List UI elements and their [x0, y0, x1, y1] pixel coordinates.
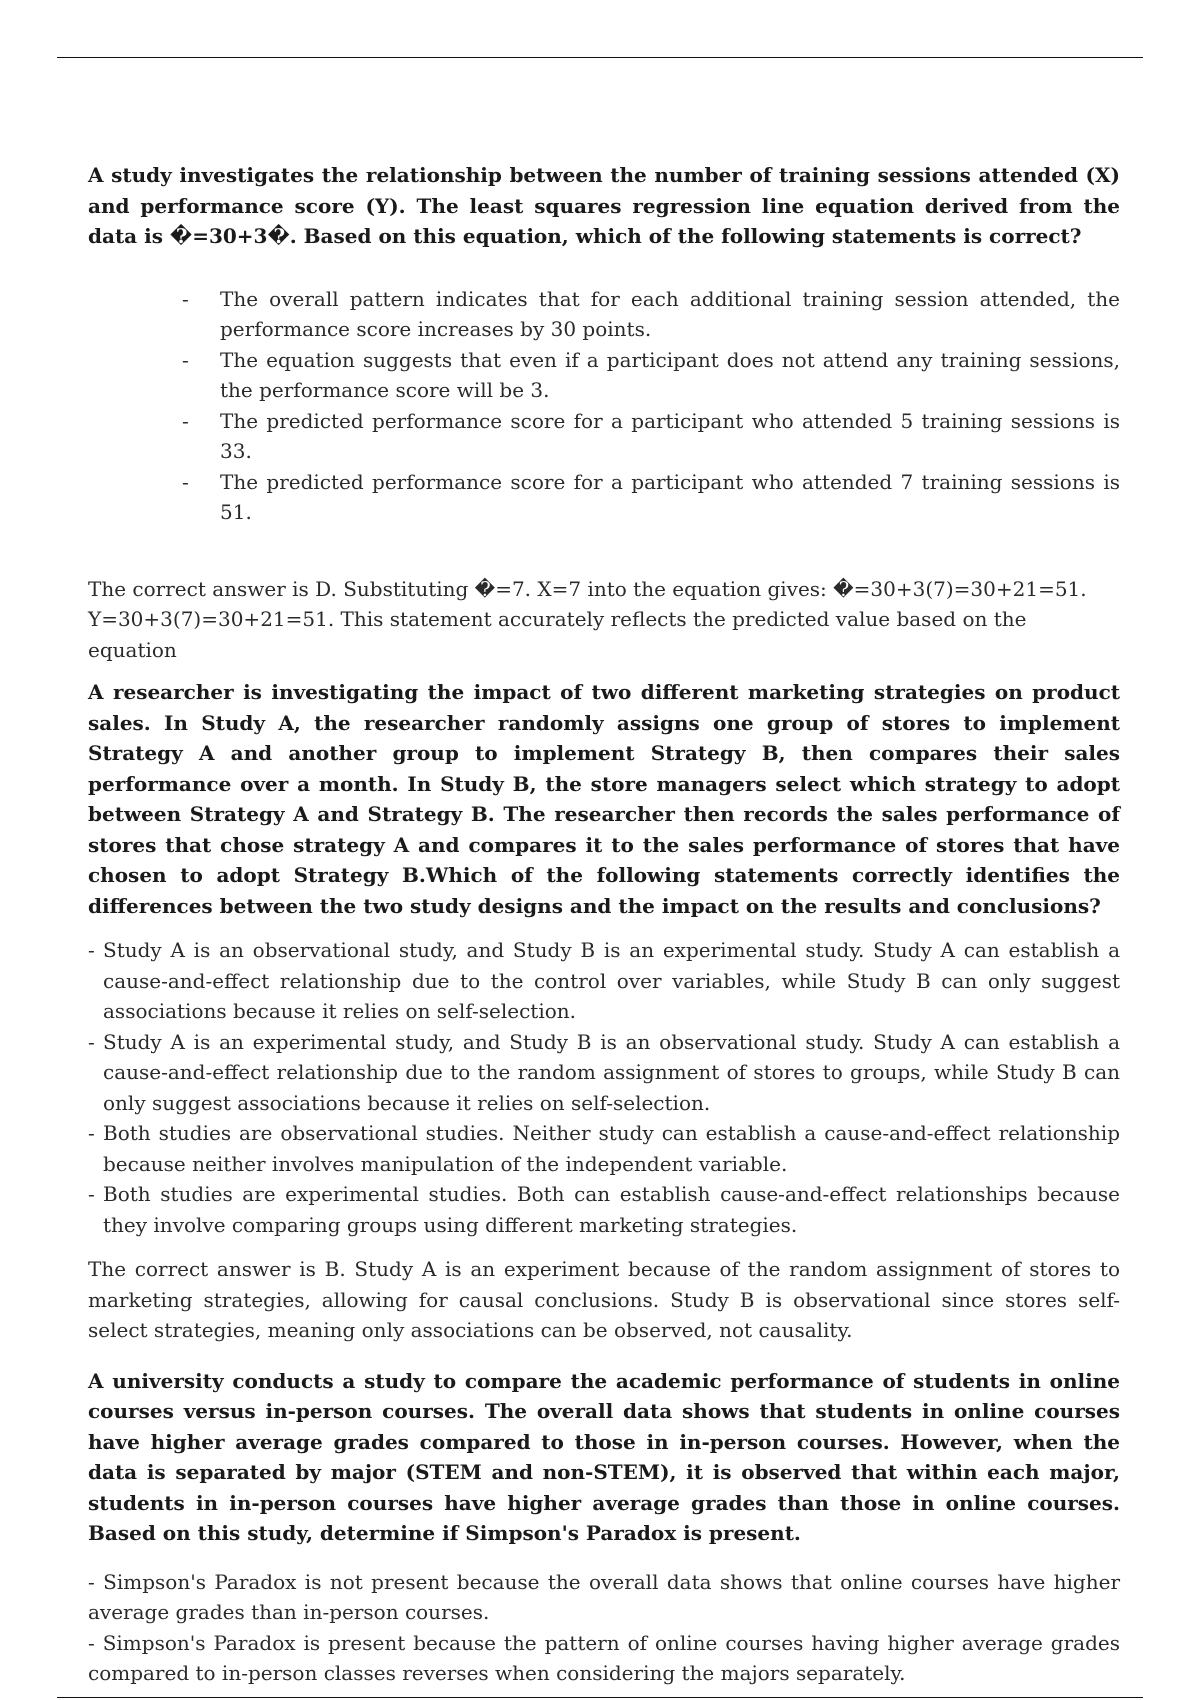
question-2-answer: The correct answer is B. Study A is an experiment because of the random assignment of stores to marketing strategies, allowing for causal conclusions. Study B is observational since stores self-select strategies, meaning only associations can be observed, not causality.: [88, 1257, 1120, 1342]
bullet-dash: -: [88, 938, 95, 962]
document-body: [88, 160, 1120, 1689]
question-1-options: [88, 284, 1120, 528]
question-1-option-d: - The predicted performance score for a participant who attended 7 training sessions is 51.: [182, 467, 1120, 528]
question-2-option-c: - Both studies are observational studies. Neither study can establish a cause-and-effect relationship because neither involves manipulation of the independent variable.: [88, 1118, 1120, 1179]
question-3-option-a: - Simpson's Paradox is not present because the overall data shows that online courses have higher average grades than in-person courses.: [88, 1569, 1121, 1624]
bullet-dash: -: [88, 1029, 95, 1054]
question-1: A study investigates the relationship between the number of training sessions attended (X) and performance score (Y). The least squares regression line equation derived from the data is �=30+3�. Based on this equation, which of the following statements is correct?: [88, 163, 1120, 248]
answer-line: Y=30+3(7)=30+21=51. This statement accurately reflects the predicted value based on the: [88, 607, 1027, 631]
footer-rule: [57, 1697, 1143, 1698]
bullet-dash: -: [88, 1121, 95, 1145]
bullet-dash: -: [88, 1182, 95, 1206]
bullet-dash: -: [88, 1630, 95, 1655]
question-1-option-a: - The overall pattern indicates that for each additional training session attended, the performance score increases by 30 points.: [182, 284, 1120, 345]
bullet-dash: -: [182, 469, 189, 494]
question-1-option-c: - The predicted performance score for a participant who attended 5 training sessions is 33.: [182, 406, 1120, 467]
bullet-dash: -: [182, 286, 189, 311]
question-2-option-a: - Study A is an observational study, and Study B is an experimental study. Study A can establish a cause-and-effect relationship due to the control over variables, while Study B can only suggest associations because it relies on self-selection.: [88, 935, 1120, 1027]
question-2-options: [88, 935, 1120, 1240]
question-3-option-b: - Simpson's Paradox is present because the pattern of online courses having higher average grades compared to in-person classes reverses when considering the majors separately.: [88, 1630, 1120, 1685]
bullet-dash: -: [182, 347, 189, 372]
bullet-dash: -: [182, 408, 189, 433]
question-1-answer: [88, 574, 1120, 666]
question-3-options: [88, 1567, 1120, 1689]
question-2-option-d: - Both studies are experimental studies. Both can establish cause-and-effect relationships because they involve comparing groups using different marketing strategies.: [88, 1179, 1120, 1240]
answer-line: The correct answer is D. Substituting �=7. X=7 into the equation gives: �=30+3(7)=30+21=51.: [88, 576, 1087, 601]
answer-line: equation: [88, 637, 177, 662]
header-rule: [57, 57, 1143, 58]
bullet-dash: -: [88, 1569, 95, 1594]
question-2-option-b: - Study A is an experimental study, and Study B is an observational study. Study A can establish a cause-and-effect relationship due to the random assignment of stores to groups, while Study B can only suggest associations because it relies on self-selection.: [88, 1027, 1120, 1119]
question-1-option-b: - The equation suggests that even if a participant does not attend any training sessions, the performance score will be 3.: [182, 345, 1120, 406]
question-3: A university conducts a study to compare the academic performance of students in online courses versus in-person courses. The overall data shows that students in online courses have higher average grades compared to those in in-person courses. However, when the data is separated by major (STEM and non-STEM), it is observed that within each major, students in in-person courses have higher average grades than those in online courses. Based on this study, determine if Simpson's Paradox is present.: [88, 1368, 1120, 1545]
question-2: A researcher is investigating the impact of two different marketing strategies on product sales. In Study A, the researcher randomly assigns one group of stores to implement Strategy A and another group to implement Strategy B, then compares their sales performance over a month. In Study B, the store managers select which strategy to adopt between Strategy A and Strategy B. The researcher then records the sales performance of stores that chose strategy A and compares it to the sales performance of stores that have chosen to adopt Strategy B.Which of the following statements correctly identifies the differences between the two study designs and the impact on the results and conclusions?: [88, 680, 1120, 918]
